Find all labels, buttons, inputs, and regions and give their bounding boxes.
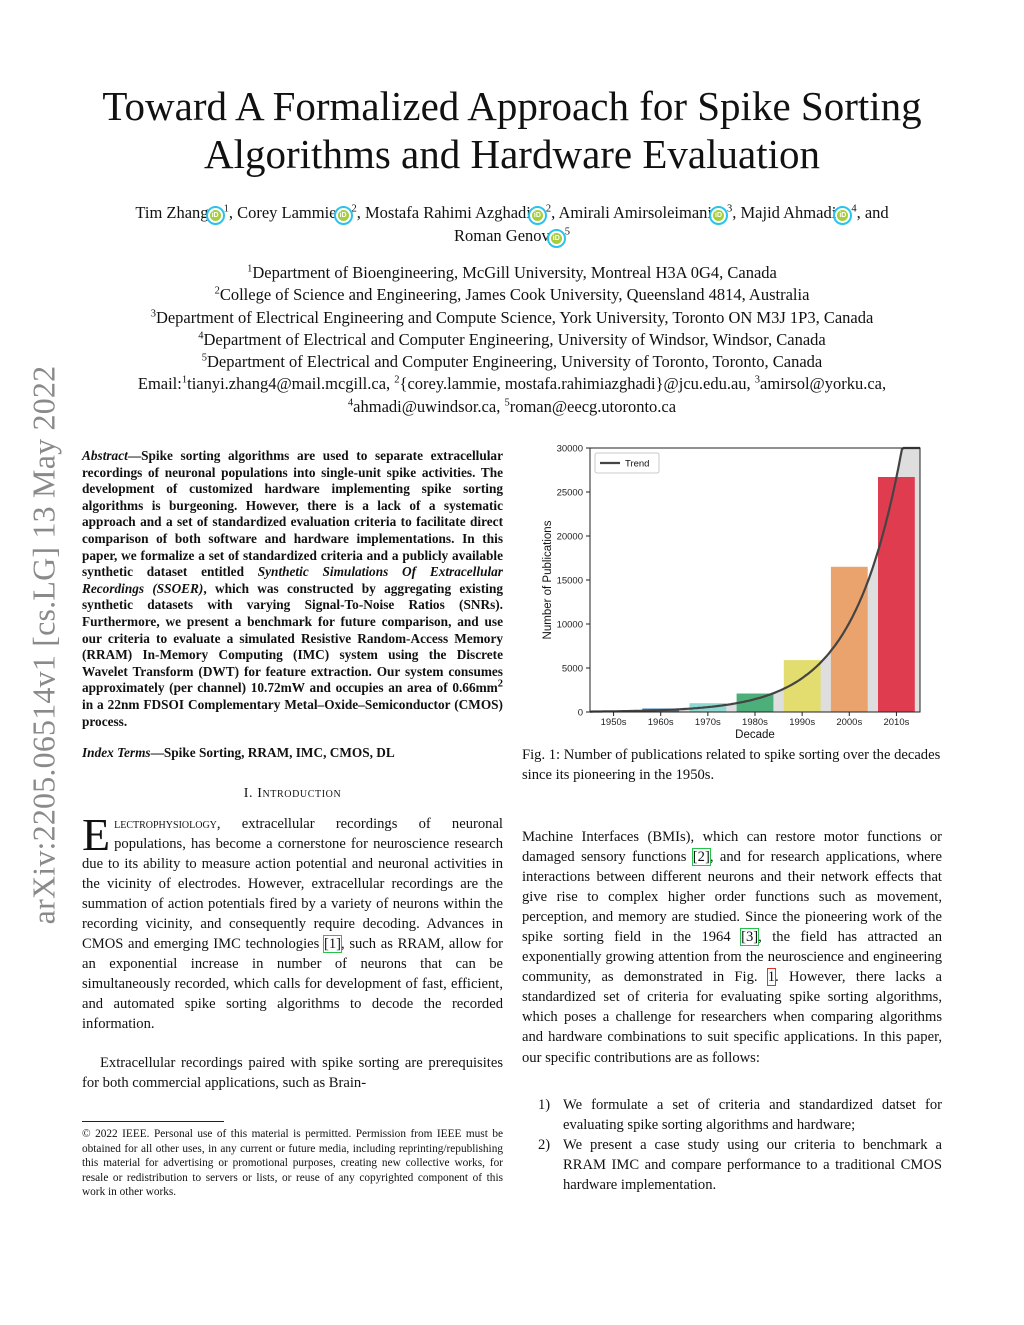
y-tick-label: 10000 [556,619,583,631]
affiliations [60,262,964,418]
email-link[interactable]: amirsol@yorku.ca, [760,374,887,394]
author-list: Tim Zhang $iD^1$, Corey Lammie $iD^2$, Mostafa Rahimi Azghadi $iD^2$, Amirali Amirsoleimani $iD^3$, Majid Ahmadi $iD^4$, and Roman Genov $iD^5$ [135,203,889,245]
orcid-icon[interactable]: iD [533,212,541,219]
x-tick-label: 1970s [694,717,721,728]
citation-link[interactable]: [3] [741,929,759,946]
abstract-label: Abstract [82,448,128,463]
paper-title: Toward A Formalized Approach for Spike Sorting Algorithms and Hardware Evaluation [102,83,922,177]
orcid-icon[interactable]: iD [211,212,219,219]
x-axis-label: Decade [735,729,775,740]
list-item: 2) We present a case study using our criteria to benchmark a RRAM IMC and compare performance to a traditional CMOS hardware implementation. [538,1137,942,1194]
orcid-icon[interactable]: iD [552,235,560,242]
list-item: 1) We formulate a set of criteria and standardized datset for evaluating spike sorting algorithms and hardware; [538,1097,942,1134]
email-list: Email:$^1$tianyi.zhang4@mail.mcgill.ca, $^2${corey.lammie, mostafa.rahimiazghadi}@jcu.edu.au, $^3$amirsol@yorku.ca, $^4$ahmadi@uwindsor.ca, $^5$roman@eecg.utoronto.ca [137,374,887,416]
author-name: Roman Genov [453,226,550,245]
arxiv-stamp-text: arXiv:2205.06514v1 [cs.LG] 13 May 2022 [25,365,62,925]
x-tick-label: 1990s [789,717,816,728]
index-terms: Index Terms—Spike Sorting, RRAM, IMC, CMOS, DL [82,745,395,760]
email-link[interactable]: tianyi.zhang4@mail.mcgill.ca, [187,374,395,394]
y-tick-label: 25000 [556,487,583,499]
email-link[interactable]: {corey.lammie, mostafa.rahimiazghadi}@jcu.edu.au, [399,374,755,394]
legend-label: Trend [625,458,650,470]
y-tick-label: 15000 [556,575,583,587]
section-heading: I. Introduction [243,786,342,801]
contributions-list [522,1095,942,1195]
x-tick-label: 1950s [600,717,627,728]
intro-paragraph: Electrophysiology, extracellular recordings of neuronal populations, has become a cornerstone for neuroscience research due to its ability to measure action potential and neuronal activities in the vicinity of electrodes. However, extracellular recordings are the summation of action potentials fired by a variety of neurons within the recording vicinity, and consequently require decoding. Advances in CMOS and emerging IMC technologies [1], such as RRAM, allow for an exponential increase in number of neurons that can be simultaneously recorded, which calls for development of fast, efficient, and automated spike sorting algorithms to decode the recorded information. [82,809,504,1033]
arxiv-stamp [25,345,62,945]
x-tick-label: 1980s [742,717,768,728]
x-tick-label: 1960s [647,717,674,728]
publications-chart [522,440,942,740]
email-link[interactable]: roman@eecg.utoronto.ca [509,396,677,416]
affiliation: $^3$Department of Electrical Engineering and Compute Science, York University, Toronto ON M3J 1P3, Canada [150,307,874,327]
figure-link[interactable]: 1 [767,969,776,986]
author-name: Mostafa Rahimi Azghadi [365,203,531,222]
author-name: Majid Ahmadi [740,203,837,222]
author-name: Corey Lammie [237,203,337,222]
affiliation: $^4$Department of Electrical and Computer Engineering, University of Windsor, Windsor, Canada [198,329,826,349]
abstract: Abstract—Spike sorting algorithms are used to separate extracellular recordings of neuronal populations into single-unit spike activities. The development of customized hardware implementing spike sorting algorithms is burgeoning. However, there is a lack of a systematic approach and a set of standardized evaluation criteria to facilitate direct comparison of both software and hardware implementations. In this paper, we formalize a set of standardized criteria and a publicly available synthetic dataset entitled Synthetic Simulations Of Extracellular Recordings (SSOER), which was constructed by aggregating existing synthetic datasets with varying Signal-To-Noise Ratios (SNRs). Furthermore, we present a benchmark for future comparison, and use our criteria to evaluate a simulated Resistive Random-Access Memory (RRAM) In-Memory Computing (IMC) system using the Discrete Wavelet Transform (DWT) for feature extraction. Our system consumes approximately (per channel) 10.72mW and occupies an area of $0.66mm^2$ in a 22nm FDSOI Complementary Metal–Oxide–Semiconductor (CMOS) process. [82,448,503,729]
copyright-footnote: © 2022 IEEE. Personal use of this material is permitted. Permission from IEEE must be obtained for all other uses, in any current or future media, including reprinting/republishing this material for advertising or promotional purposes, creating new collective works, for resale or redistribution to servers or lists, or reuse of any copyrighted component of this work in other works. [82,1128,503,1199]
dataset-name: Synthetic Simulations Of Extracellular Recordings (SSOER) [82,564,503,596]
orcid-icon[interactable]: iD [715,212,723,219]
body-paragraph: Machine Interfaces (BMIs), which can restore motor functions or damaged sensory functions [2], and for research applications, where interactions between different neurons and their network effects that give rise to complex higher order functions such as movement, perception, and memory are studied. Since the pioneering work of the spike sorting field in the 1964 [3], the field has attracted an exponentially growing attention from the neuroscience and engineering community, as demonstrated in Fig. 1. However, there lacks a standardized set of criteria for evaluating spike sorting algorithms, which poses a challenge for researchers when comparing algorithms and hardware combinations to suit specific applications. In this paper, our specific contributions are as follows: [522,829,942,1066]
y-tick-label: 30000 [556,443,583,455]
citation-link[interactable]: [2] [692,849,710,866]
figure-caption: Fig. 1: Number of publications related to spike sorting over the decades since its pioneering in the 1950s. [522,747,941,783]
author-name: Amirali Amirsoleimani [558,203,713,222]
bar-2010s [878,477,915,712]
footnote-rule [82,1121,224,1122]
affiliation: $^1$Department of Bioengineering, McGill University, Montreal H3A 0G4, Canada [247,263,777,282]
email-link[interactable]: ahmadi@uwindsor.ca, [353,396,505,416]
author-name: Tim Zhang [135,203,209,222]
y-tick-label: 20000 [556,531,583,543]
intro-paragraph-2: Extracellular recordings paired with spike sorting are prerequisites for both commercial applications, such as Brain- [82,1055,503,1092]
y-axis-label: Number of Publications [542,520,554,640]
affiliation: $^5$Department of Electrical and Computer Engineering, University of Toronto, Toronto, Canada [201,352,823,372]
figure-1 [522,440,942,740]
affiliation: $^2$College of Science and Engineering, James Cook University, Queensland 4814, Australia [214,285,810,305]
x-tick-label: 2010s [883,717,910,728]
y-tick-label: 5000 [561,663,583,675]
orcid-icon[interactable]: iD [339,212,347,219]
citation-link[interactable]: [1] [323,936,342,953]
bar-2000s [831,567,868,712]
drop-cap: E [82,809,111,860]
y-tick-label: 0 [577,707,583,719]
orcid-icon[interactable]: iD [839,212,847,219]
x-tick-label: 2000s [836,717,863,728]
